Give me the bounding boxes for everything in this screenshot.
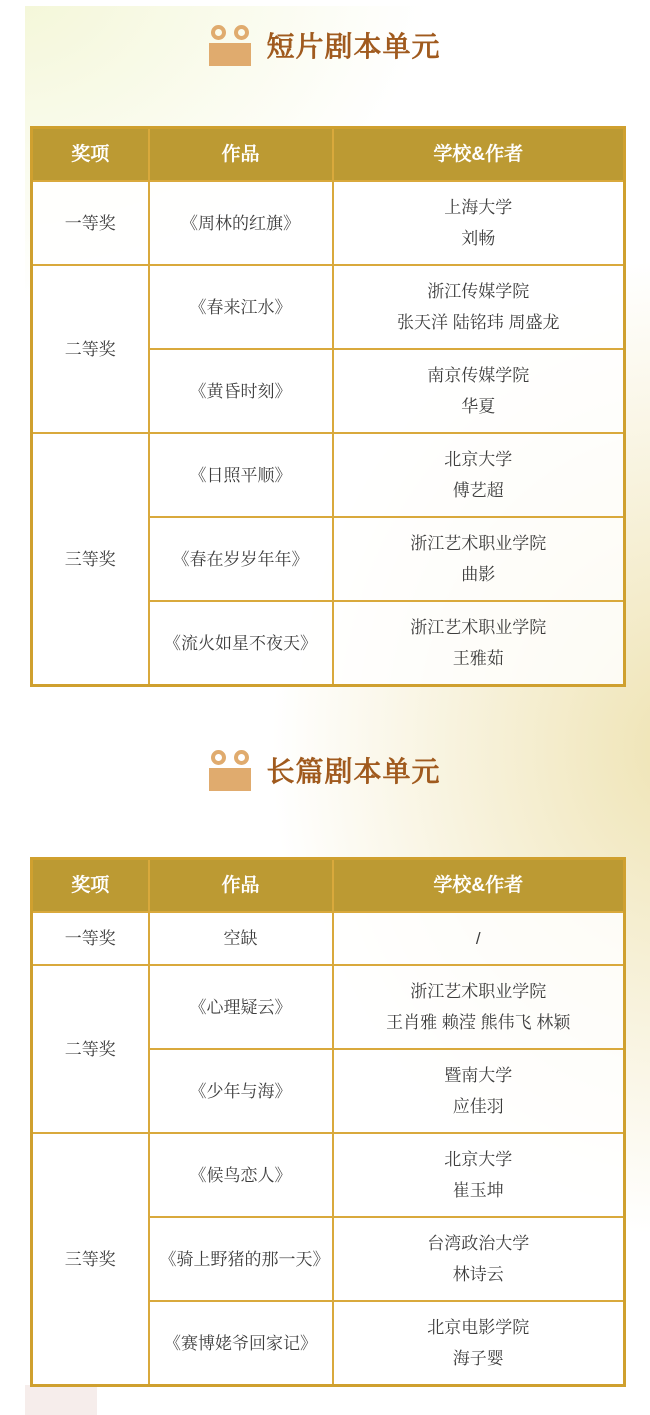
school-author-cell xyxy=(333,181,625,265)
work-title-cell: 《赛博姥爷回家记》 xyxy=(149,1301,333,1386)
school-name: 北京大学 xyxy=(444,450,513,469)
table-header xyxy=(32,128,625,182)
school-name: 南京传媒学院 xyxy=(427,366,530,385)
camera-reel-left xyxy=(211,750,226,765)
author-names: 崔玉坤 xyxy=(452,1181,504,1200)
table-row xyxy=(32,1133,625,1217)
author-names: 林诗云 xyxy=(452,1265,504,1284)
work-title-cell: 《心理疑云》 xyxy=(149,965,333,1049)
column-header-work: 作品 xyxy=(149,128,333,182)
camera-reel-right xyxy=(234,25,249,40)
award-cell: 三等奖 xyxy=(32,1133,149,1386)
table-header-row xyxy=(32,859,625,913)
author-names: 应佳羽 xyxy=(452,1097,504,1116)
school-name: 上海大学 xyxy=(444,198,513,217)
award-cell: 二等奖 xyxy=(32,965,149,1133)
school-author-cell xyxy=(333,1301,625,1386)
work-title-cell: 《春在岁岁年年》 xyxy=(149,517,333,601)
camera-reel-right xyxy=(234,750,249,765)
work-title-cell: 《少年与海》 xyxy=(149,1049,333,1133)
author-names: 王雅茹 xyxy=(452,649,504,668)
work-title-cell: 《周林的红旗》 xyxy=(149,181,333,265)
table-row xyxy=(32,965,625,1049)
work-title-cell: 《春来江水》 xyxy=(149,265,333,349)
school-name: / xyxy=(475,929,481,948)
school-author-cell xyxy=(333,349,625,433)
author-names: 海子婴 xyxy=(452,1349,504,1368)
camera-body xyxy=(209,768,251,791)
school-name: 浙江艺术职业学院 xyxy=(410,534,547,553)
table-body xyxy=(32,912,625,1386)
award-cell: 二等奖 xyxy=(32,265,149,433)
table-row xyxy=(32,433,625,517)
school-name: 北京大学 xyxy=(444,1150,513,1169)
school-name: 浙江艺术职业学院 xyxy=(410,618,547,637)
table-row xyxy=(32,265,625,349)
author-names: 华夏 xyxy=(461,397,496,416)
work-title-cell: 《黄昏时刻》 xyxy=(149,349,333,433)
author-names: 刘畅 xyxy=(461,229,496,248)
background-accent-block xyxy=(25,1385,97,1415)
column-header-award: 奖项 xyxy=(32,128,149,182)
table-body xyxy=(32,181,625,686)
column-header-award: 奖项 xyxy=(32,859,149,913)
table-header-row xyxy=(32,128,625,182)
school-author-cell xyxy=(333,912,625,965)
school-author-cell xyxy=(333,1217,625,1301)
work-title-cell: 《流火如星不夜天》 xyxy=(149,601,333,686)
section-title-text: 短片剧本单元 xyxy=(266,31,441,62)
school-name: 浙江传媒学院 xyxy=(427,282,530,301)
school-name: 浙江艺术职业学院 xyxy=(410,982,547,1001)
awards-table-feature-scripts xyxy=(30,857,626,1387)
school-name: 台湾政治大学 xyxy=(427,1234,530,1253)
school-author-cell xyxy=(333,1133,625,1217)
awards-table-short-scripts xyxy=(30,126,626,687)
work-title-cell: 《日照平顺》 xyxy=(149,433,333,517)
award-cell: 三等奖 xyxy=(32,433,149,686)
camera-reel-left xyxy=(211,25,226,40)
work-title-cell: 《候鸟恋人》 xyxy=(149,1133,333,1217)
column-header-school-author: 学校&作者 xyxy=(333,128,625,182)
table-row xyxy=(32,912,625,965)
school-name: 暨南大学 xyxy=(444,1066,513,1085)
work-title-cell: 《骑上野猪的那一天》 xyxy=(149,1217,333,1301)
school-name: 北京电影学院 xyxy=(427,1318,530,1337)
movie-camera-icon xyxy=(209,25,253,66)
school-author-cell xyxy=(333,265,625,349)
author-names: 傅艺超 xyxy=(452,481,504,500)
school-author-cell xyxy=(333,1049,625,1133)
school-author-cell xyxy=(333,433,625,517)
work-title-cell: 空缺 xyxy=(149,912,333,965)
school-author-cell xyxy=(333,601,625,686)
section-title-feature-scripts xyxy=(0,749,650,791)
movie-camera-icon xyxy=(209,750,253,791)
column-header-school-author: 学校&作者 xyxy=(333,859,625,913)
camera-body xyxy=(209,43,251,66)
section-title-short-scripts xyxy=(0,24,650,66)
section-title-text: 长篇剧本单元 xyxy=(266,756,441,787)
school-author-cell xyxy=(333,965,625,1049)
award-cell: 一等奖 xyxy=(32,912,149,965)
column-header-work: 作品 xyxy=(149,859,333,913)
author-names: 王肖雅 赖滢 熊伟飞 林颖 xyxy=(386,1013,571,1032)
author-names: 曲影 xyxy=(461,565,496,584)
school-author-cell xyxy=(333,517,625,601)
award-cell: 一等奖 xyxy=(32,181,149,265)
table-header xyxy=(32,859,625,913)
table-row xyxy=(32,181,625,265)
author-names: 张天洋 陆铭玮 周盛龙 xyxy=(397,313,560,332)
